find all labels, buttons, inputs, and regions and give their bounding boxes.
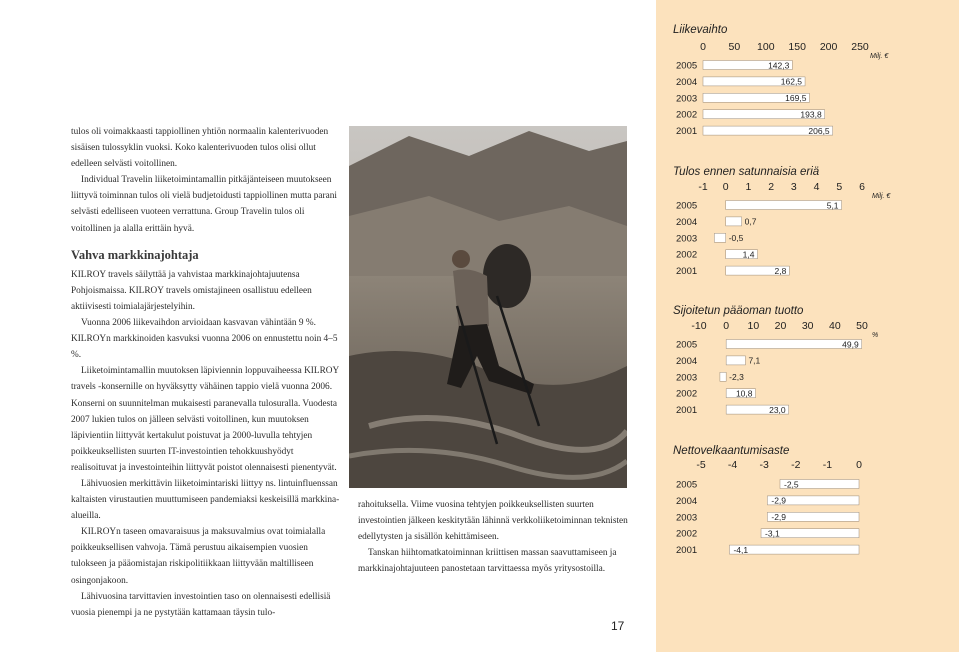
axis-unit-label: % (872, 332, 879, 339)
axis-tick-label: 5 (836, 181, 843, 193)
data-label: 2,8 (774, 265, 787, 276)
year-label: 2004 (676, 355, 698, 367)
data-label: -4,1 (733, 544, 749, 555)
axis-tick-label: 150 (788, 41, 806, 53)
axis-tick-label: -1 (698, 181, 708, 193)
year-label: 2001 (676, 405, 698, 417)
year-label: 2005 (676, 60, 698, 72)
paragraph: Individual Travelin liiketoimintamallin pitkäjänteiseen muutokseen liittyvä toiminnan tulos oli vielä budjetoidusti tappiollinen mutta parani selvästi edelliseen vuoteen verrattuna. Group Travelin tulos oli voitollinen ja alalla erittäin hyvä. (71, 175, 337, 234)
axis-tick-label: 50 (856, 320, 868, 332)
data-label: -0,5 (728, 233, 744, 244)
axis-tick-label: -10 (691, 320, 707, 332)
page-number: 17 (611, 619, 625, 633)
axis-tick-label: 30 (801, 320, 814, 332)
data-label: 169,5 (785, 93, 807, 104)
data-label: 1,4 (742, 249, 755, 260)
paragraph: tulos oli voimakkaasti tappiollinen yhtiön normaalin kalenterivuoden sisäisen tulossyklin vuoksi. Koko kalenterivuoden tulos olisi ollut edelleen selvästi voitollinen. (71, 127, 329, 170)
data-label: 7,1 (748, 355, 761, 366)
paragraph: KILROY travels säilyttää ja vahvistaa markkinajohtajuutensa Pohjoismaissa. KILROY travels omistajineen osallistuu edelleen aktiivisesti toimialajärjestelyihin. (71, 269, 312, 312)
middle-text-column (358, 497, 628, 577)
left-text-column (71, 124, 341, 621)
year-label: 2004 (676, 76, 698, 88)
data-label: 0,7 (744, 216, 757, 227)
data-label: 142,3 (768, 60, 790, 71)
data-label: -3,1 (765, 528, 780, 539)
axis-tick-label: 1 (745, 181, 752, 193)
year-label: 2004 (676, 216, 698, 228)
year-label: 2005 (676, 339, 698, 351)
data-label: -2,9 (771, 495, 787, 506)
chart-svg (656, 0, 959, 570)
paragraph: Tanskan hiihtomatkatoiminnan kriittisen massan saavuttamiseen ja markkinajohtajuuteen panostetaan tarvittaessa myös yritysostoilla. (358, 548, 617, 575)
year-label: 2003 (676, 233, 698, 245)
data-label: 5,1 (826, 200, 839, 211)
axis-tick-label: 0 (722, 181, 729, 193)
data-label: 193,8 (800, 109, 822, 120)
axis-tick-label: -3 (759, 459, 769, 471)
axis-tick-label: 6 (859, 181, 865, 193)
year-label: 2002 (676, 388, 698, 400)
year-label: 2003 (676, 93, 698, 105)
data-label: -2,3 (729, 372, 744, 383)
axis-tick-label: 3 (790, 181, 797, 193)
axis-tick-label: 50 (728, 41, 741, 53)
chart-title: Nettovelkaantumisaste (673, 445, 790, 457)
year-label: 2002 (676, 528, 698, 540)
data-label: 206,5 (808, 125, 830, 136)
axis-tick-label: 10 (747, 320, 760, 332)
data-label: 10,8 (735, 388, 753, 399)
axis-tick-label: 250 (851, 41, 869, 53)
chart-title: Liikevaihto (673, 24, 728, 36)
year-label: 2002 (676, 249, 698, 261)
axis-tick-label: -5 (696, 459, 706, 471)
axis-tick-label: 100 (757, 41, 775, 53)
data-label: 49,9 (842, 339, 859, 350)
axis-tick-label: -4 (727, 459, 738, 471)
paragraph: rahoituksella. Viime vuosina tehtyjen poikkeuksellisten suurten investointien jälkeen keskitytään lähinnä verkkoliiketoiminnan teknisten edellytysten ja sisällön kehittämiseen. (358, 500, 628, 543)
axis-tick-label: 0 (723, 320, 730, 332)
key-figures-panel (656, 0, 959, 652)
data-label: 23,0 (769, 404, 786, 415)
axis-tick-label: 40 (828, 320, 841, 332)
paragraph: Liiketoimintamallin muutoksen läpiviennin loppuvaiheessa KILROY travels -konsernille on hyväksytty vähäinen tappio vielä vuonna 2006. Konserni on suunnitelman mukaisesti paranevalla tulosuralla. Vuodesta 2007 lukien tulos on jälleen selvästi voitollinen, kun muutoksen läpivientiin liittyvät kertakulut poistuvat ja 2000-luvulla tehtyjen poikkeuksellisten suurten IT-investointien tehokkuushyödyt realisoituvat ja investointeihin liittyvät poistot olennaisesti pienentyvät. (71, 366, 339, 473)
data-label: -2,9 (771, 512, 787, 523)
axis-tick-label: 4 (813, 181, 820, 193)
section-heading: Vahva markkinajohtaja (71, 247, 199, 262)
data-label: 162,5 (780, 76, 803, 87)
axis-tick-label: 200 (819, 41, 838, 53)
year-label: 2001 (676, 545, 698, 557)
axis-unit-label: Milj. € (872, 193, 891, 200)
chart-title: Sijoitetun pääoman tuotto (673, 305, 804, 317)
paragraph: Lähivuosina tarvittavien investointien taso on olennaisesti edellisiä vuosia pienempi ja ne pystytään kattamaan täysin tulo- (71, 591, 331, 618)
paragraph: KILROYn taseen omavaraisuus ja maksuvalmius ovat toimialalla poikkeuksellisen vahvoja. Tämä perustuu aikaisempien vuosien tulokseen ja pääomistajan riskipolitiikkaan liittyvään maltilliseen osingonjakoon. (71, 527, 326, 586)
year-label: 2001 (676, 266, 698, 278)
year-label: 2001 (676, 126, 698, 138)
data-label: -2,5 (784, 479, 799, 490)
chart-title: Tulos ennen satunnaisia eriä (673, 166, 820, 178)
year-label: 2002 (676, 109, 698, 121)
bar (729, 545, 859, 554)
year-label: 2004 (676, 495, 698, 507)
axis-tick-label: -1 (822, 459, 833, 471)
year-label: 2003 (676, 372, 698, 384)
paragraph: Vuonna 2006 liikevaihdon arvioidaan kasvavan vähintään 9 %. KILROYn markkinoiden kasvuksi vuonna 2006 on ennustettu noin 4–5 %. (71, 318, 338, 361)
hiker-photo (349, 126, 627, 488)
year-label: 2003 (676, 512, 698, 524)
axis-tick-label: 20 (774, 320, 787, 332)
axis-tick-label: 0 (700, 41, 706, 53)
year-label: 2005 (676, 479, 698, 491)
hiker-illustration (349, 126, 627, 488)
axis-unit-label: Milj. € (870, 53, 889, 60)
axis-tick-label: 2 (768, 181, 775, 193)
paragraph: Lähivuosien merkittävin liiketoimintariski liittyy ns. lintuinfluenssan kaltaisten virustautien muuttumiseen pandemiaksi keskeisillä markkina-alueilla. (71, 478, 340, 522)
axis-tick-label: 0 (856, 459, 862, 471)
axis-tick-label: -2 (791, 459, 801, 471)
year-label: 2005 (676, 200, 698, 212)
